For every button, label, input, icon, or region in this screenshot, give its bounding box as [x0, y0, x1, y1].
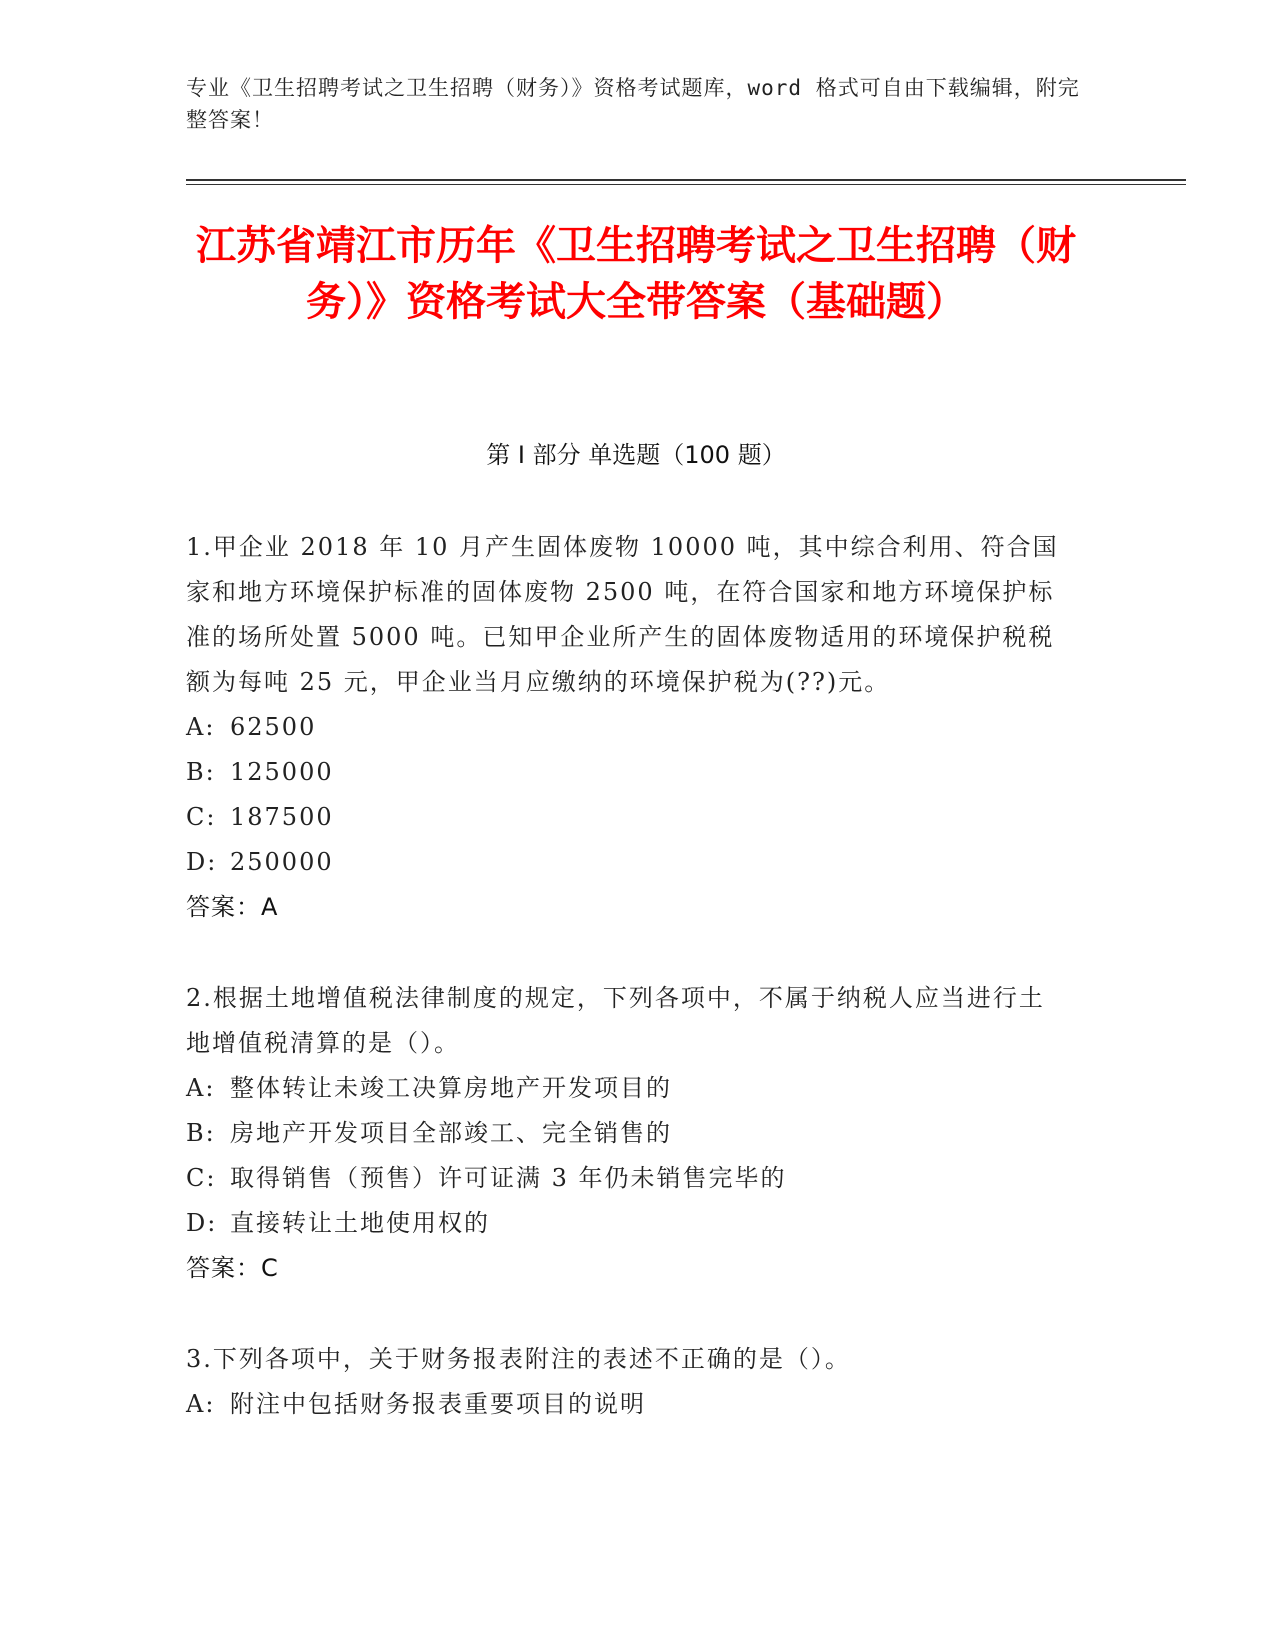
answer-label: 答案：C [186, 1254, 279, 1282]
option-key: D: [186, 848, 218, 876]
option-b [186, 1111, 1066, 1156]
option-text: 房地产开发项目全部竣工、完全销售的 [230, 1119, 672, 1147]
option-text: 62500 [230, 713, 317, 741]
option-key: C: [186, 803, 217, 831]
option-a [186, 1382, 1066, 1427]
option-key: A: [186, 1074, 216, 1102]
question-1 [186, 525, 1066, 930]
question-3 [186, 1337, 1066, 1427]
document-title: 江苏省靖江市历年《卫生招聘考试之卫生招聘（财务）》资格考试大全带答案（基础题） [196, 223, 1076, 325]
question-2 [186, 976, 1066, 1291]
header-note: 专业《卫生招聘考试之卫生招聘（财务）》资格考试题库，word 格式可自由下载编辑，附完整答案！ [186, 76, 1080, 132]
question-list [186, 525, 1066, 1473]
option-key: B: [186, 758, 216, 786]
option-key: A: [186, 1390, 216, 1418]
header-rule-thin [186, 184, 1186, 185]
question-stem: 2.根据土地增值税法律制度的规定，下列各项中，不属于纳税人应当进行土地增值税清算的是（）。 [186, 984, 1045, 1057]
option-b [186, 750, 1066, 795]
option-key: B: [186, 1119, 216, 1147]
option-a [186, 1066, 1066, 1111]
option-d [186, 840, 1066, 885]
option-c [186, 795, 1066, 840]
question-stem: 1.甲企业 2018 年 10 月产生固体废物 10000 吨，其中综合利用、符合国家和地方环境保护标准的固体废物 2500 吨，在符合国家和地方环境保护标准的场所处置 5000 吨。已知甲企业所产生的固体废物适用的环境保护税税额为每吨 25 元，甲企业当月应缴纳的环境保护税为(??)元。 [186, 533, 1059, 696]
option-key: D: [186, 1209, 218, 1237]
option-key: C: [186, 1164, 217, 1192]
option-text: 整体转让未竣工决算房地产开发项目的 [230, 1074, 672, 1102]
header-rule [186, 179, 1186, 181]
option-c [186, 1156, 1066, 1201]
option-d [186, 1201, 1066, 1246]
option-text: 125000 [230, 758, 334, 786]
option-a [186, 705, 1066, 750]
option-text: 250000 [230, 848, 334, 876]
question-stem: 3.下列各项中，关于财务报表附注的表述不正确的是（）。 [186, 1345, 851, 1373]
answer-label: 答案：A [186, 893, 279, 921]
option-text: 附注中包括财务报表重要项目的说明 [230, 1390, 646, 1418]
section-title: 第 I 部分 单选题（100 题） [486, 441, 786, 469]
option-text: 直接转让土地使用权的 [230, 1209, 490, 1237]
option-key: A: [186, 713, 216, 741]
option-text: 取得销售（预售）许可证满 3 年仍未销售完毕的 [230, 1164, 787, 1192]
option-text: 187500 [230, 803, 334, 831]
